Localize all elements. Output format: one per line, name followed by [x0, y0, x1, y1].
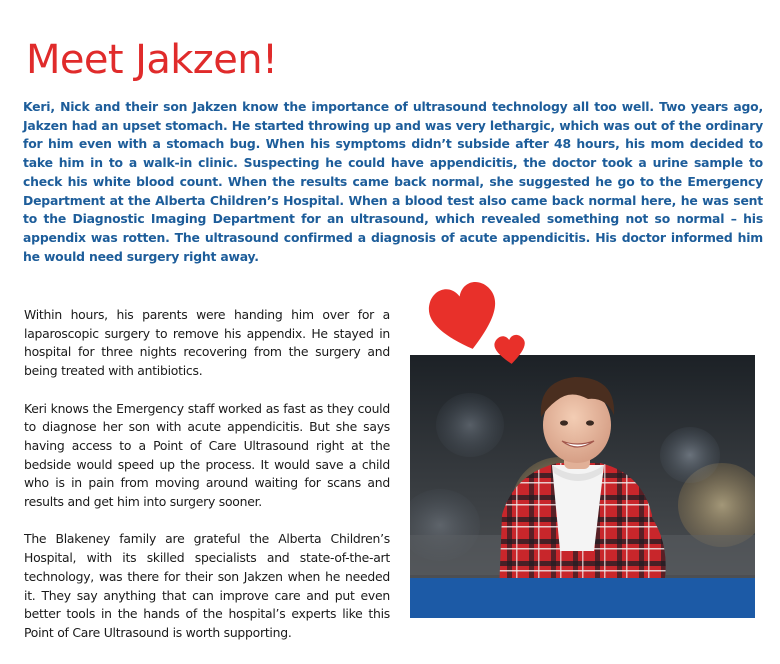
story-paragraph: Keri knows the Emergency staff worked as fast as they could to diagnose her son with acute appendicitis. But she says having access to a Point of Care Ultrasound right at the bedside would speed up the process. It would save a child who is in pain from moving around waiting for scans and results and get him into surgery sooner. [24, 400, 390, 510]
story-paragraph: Within hours, his parents were handing him over for a laparoscopic surgery to remove his appendix. He stayed in hospital for three nights recovering from the surgery and being treated with antibiotics. [24, 307, 390, 379]
hearts-decoration [420, 278, 540, 370]
page-title: Meet Jakzen! [26, 37, 278, 83]
portrait-photo [410, 355, 755, 618]
intro-paragraph: Keri, Nick and their son Jakzen know the importance of ultrasound technology all too well. Two years ago, Jakzen had an upset stomach. He started throwing up and was very lethargic, which was out of the ordinary for him even with a stomach bug. When his symptoms didn’t subside after 48 hours, his mom decided to take him in to a walk-in clinic. Suspecting he could have appendicitis, the doctor took a urine sample to check his white blood count. When the results came back normal, she suggested he go to the Emergency Department at the Alberta Children’s Hospital. When a blood test also came back normal here, he was sent to the Diagnostic Imaging Department for an ultrasound, which revealed something not so normal – his appendix was rotten. The ultrasound confirmed a diagnosis of acute appendicitis. His doctor informed him he would need surgery right away. [23, 99, 763, 264]
small-heart-icon [494, 334, 527, 366]
story-body [24, 306, 390, 661]
large-heart-icon [425, 278, 506, 357]
story-paragraph: The Blakeney family are grateful the Alberta Children’s Hospital, with its skilled specialists and state-of-the-art technology, was there for their son Jakzen when he needed it. They say anything that can improve care and put even better tools in the hands of the hospital’s experts like this Point of Care Ultrasound is worth supporting. [24, 531, 390, 640]
